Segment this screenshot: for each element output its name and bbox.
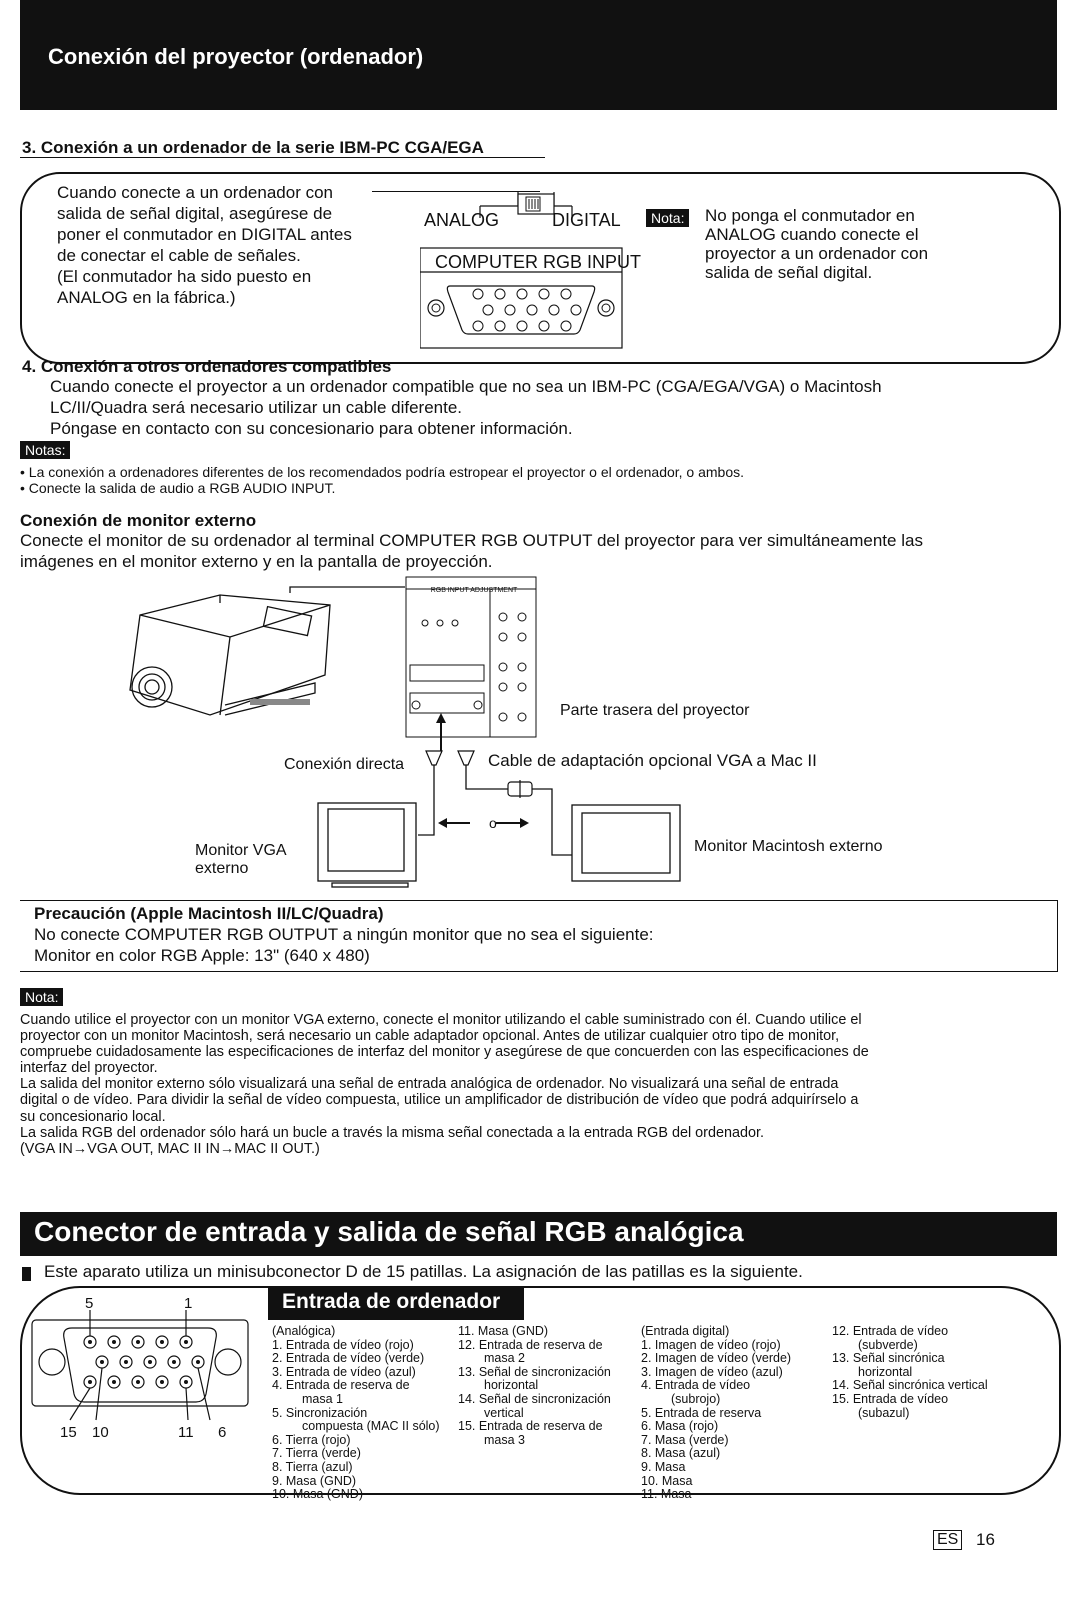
switch-analog-label: ANALOG (424, 210, 500, 230)
rgb-intro: Este aparato utiliza un minisubconector D de 15 patillas. La asignación de las patillas es la siguiente. (44, 1262, 803, 1281)
pin-column-digital-1: (Entrada digital) 1. Imagen de vídeo (rojo) 2. Imagen de vídeo (verde) 3. Imagen de vídeo (azul) 4. Entrada de vídeo (subrojo) 5. Entrada de reserva 6. Masa (rojo) 7. Masa (verde) 8. Masa (azul) 9. Masa 10. Masa 11. Masa (641, 1324, 792, 1502)
section3-text: Cuando conecte a un ordenador con salida de señal digital, asegúrese de poner el conmutador en DIGITAL antes de conectar el cable de señales. (El conmutador ha sido puesto en ANALOG en la fábrica.) (57, 183, 352, 307)
or-label: o (489, 815, 497, 831)
section4-notes: • La conexión a ordenadores diferentes de los recomendados podría estropear el proyector o el ordenador, o ambos. • Conecte la salida de audio a RGB AUDIO INPUT. (20, 464, 745, 496)
section4-text: Cuando conecte el proyector a un ordenador compatible que no sea un IBM-PC (CGA/EGA/VGA) o Macintosh LC/II/Quadra será necesario utilizar un cable diferente. Póngase en contacto con su concesionario para obtener información. (50, 377, 882, 438)
monitor-heading: Conexión de monitor externo (20, 511, 257, 530)
pin-label-5: 5 (85, 1295, 94, 1312)
pin-label-6: 6 (218, 1424, 227, 1441)
pin-column-digital-2: 12. Entrada de vídeo (subverde) 13. Señal sincrónica horizontal 14. Señal sincrónica vertical 15. Entrada de vídeo (subazul) (832, 1324, 988, 1420)
switch-digital-label: DIGITAL (552, 210, 621, 230)
dsub-pin-diagram (30, 1310, 260, 1430)
monitor-text: Conecte el monitor de su ordenador al terminal COMPUTER RGB OUTPUT del proyector para ver simultáneamente las imágenes en el monitor externo y en la pantalla de proyección. (20, 531, 923, 571)
page-title: Conexión del proyector (ordenador) (48, 44, 424, 69)
input-label: COMPUTER RGB INPUT (435, 252, 642, 272)
direct-label: Conexión directa (284, 756, 405, 773)
section4-heading: 4. Conexión a otros ordenadores compatibles (22, 357, 392, 376)
pin-column-analog-2: 11. Masa (GND) 12. Entrada de reserva de masa 2 13. Señal de sincronización horizontal 14. Señal de sincronización vertical 15. Entrada de reserva de masa 3 (458, 1324, 611, 1447)
note2-tag: Nota: (20, 988, 63, 1006)
language-badge: ES (933, 1530, 962, 1550)
heading-underline (20, 157, 545, 158)
pin-label-15: 15 (60, 1424, 77, 1441)
pin-column-analog-1: (Analógica) 1. Entrada de vídeo (rojo) 2. Entrada de vídeo (verde) 3. Entrada de vídeo (azul) 4. Entrada de reserva de masa 1 5. Sincronización compuesta (MAC II sólo) 6. Tierra (rojo) 7. Tierra (verde) 8. Tierra (azul) 9. Masa (GND) 10. Masa (GND) (272, 1324, 440, 1502)
mac-monitor-label: Monitor Macintosh externo (694, 838, 883, 855)
note2-text: Cuando utilice el proyector con un monitor VGA externo, conecte el monitor utilizando el cable suministrado con él. Cuando utilice el proyector con un monitor Macintosh, será necesario un cable adaptador opcional. Antes de utilizar cualquier otro tipo de monitor, compruebe cuidadosamente las especificaciones de interfaz del monitor y asegúrese de que concuerden con las especificaciones de interfaz del proyector. La salida del monitor externo sólo visualizará una señal de entrada analógica de ordenador. No visualizará una señal de entrada digital o de vídeo. Para dividir la señal de vídeo compuesta, utilice un amplificador de distribución de vídeo que podrá adquirírselo a su concesionario local. La salida RGB del ordenador sólo hará un bucle a través la misma señal conectada a la entrada RGB del ordenador. (VGA IN→VGA OUT, MAC II IN→MAC II OUT.) (20, 1012, 869, 1157)
pin-label-11: 11 (178, 1424, 194, 1441)
cable-label: Cable de adaptación opcional VGA a Mac II (488, 751, 817, 770)
note-tag: Nota: (646, 209, 689, 227)
pin-label-1: 1 (184, 1295, 193, 1312)
bullet-square (22, 1267, 31, 1281)
vga-monitor-label: Monitor VGA externo (195, 842, 287, 877)
page-number: 16 (976, 1530, 995, 1549)
caution-heading: Precaución (Apple Macintosh II/LC/Quadra) (34, 904, 384, 923)
section3-note: No ponga el conmutador en ANALOG cuando conecte el proyector a un ordenador con salida de señal digital. (705, 206, 929, 282)
pin-label-10: 10 (92, 1424, 109, 1441)
caution-text: No conecte COMPUTER RGB OUTPUT a ningún monitor que no sea el siguiente: Monitor en color RGB Apple: 13" (640 x 480) (34, 925, 654, 965)
rgb-section-title: Conector de entrada y salida de señal RGB analógica (34, 1216, 744, 1247)
panel-title: RGB INPUT ADJUSTMENT (430, 587, 518, 594)
section3-heading: 3. Conexión a un ordenador de la serie IBM-PC CGA/EGA (22, 138, 484, 157)
pin-box-title: Entrada de ordenador (282, 1290, 501, 1313)
notes-tag: Notas: (20, 441, 70, 459)
rear-label: Parte trasera del proyector (560, 702, 750, 719)
